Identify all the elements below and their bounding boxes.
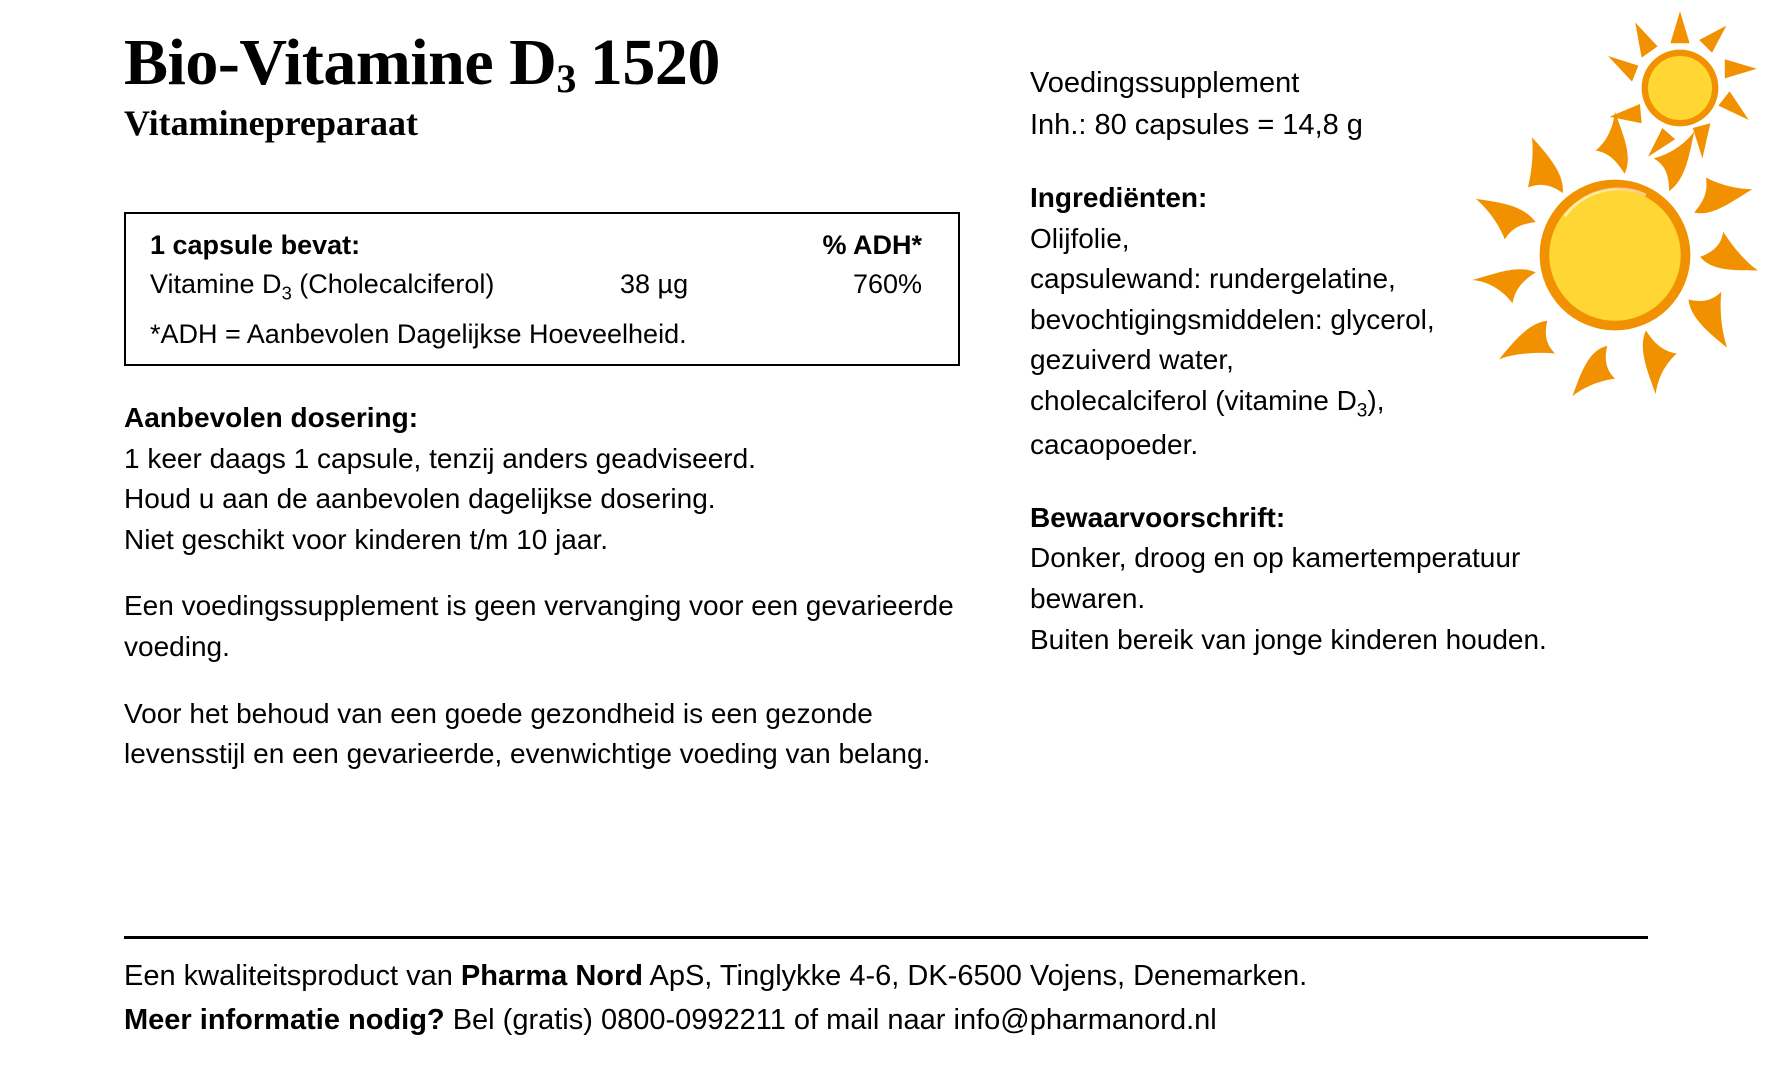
nutrition-table (124, 212, 960, 366)
dosage-line-2: Houd u aan de aanbevolen dagelijkse dosering. (124, 483, 716, 515)
nutrient-name-after: (Cholecalciferol) (291, 269, 495, 300)
footer-prefix: Een kwaliteitsproduct van (124, 960, 461, 992)
nutrient-name-before: Vitamine D (150, 269, 282, 300)
footer-contact-details: Bel (gratis) 0800-0992211 of mail naar info@pharmanord.nl (444, 1003, 1217, 1036)
nutrient-name-subscript: 3 (281, 282, 292, 304)
nutrient-amount: 38 µg (620, 269, 689, 300)
nutrient-adh: 760% (852, 269, 922, 300)
storage-line-1: Donker, droog en op kamertemperatuur (1030, 542, 1521, 574)
nutrition-header-label: 1 capsule bevat: (150, 230, 361, 260)
product-subtitle: Vitaminepreparaat (124, 103, 418, 143)
table-header-row (150, 226, 938, 265)
nutrition-footnote: *ADH = Aanbevolen Dagelijkse Hoeveelheid. (150, 319, 687, 350)
footer-manufacturer-line (124, 955, 1684, 999)
dosage-block (124, 398, 964, 775)
footer-contact-line (124, 999, 1684, 1043)
ingredient-line-3: bevochtigingsmiddelen: glycerol, (1030, 303, 1435, 335)
storage-heading: Bewaarvoorschrift: (1030, 501, 1286, 533)
ingredient-line-4: gezuiverd water, (1030, 344, 1234, 376)
storage-block (1030, 498, 1670, 660)
sun-icon (1470, 110, 1760, 400)
healthy-lifestyle-note: Voor het behoud van een goede gezondheid is een gezonde levensstijl en een gevarieerde, evenwichtige voeding van belang. (124, 697, 931, 770)
dosage-line-3: Niet geschikt voor kinderen t/m 10 jaar. (124, 523, 609, 555)
ingredient-d3-subscript: 3 (1356, 400, 1368, 422)
storage-line-3: Buiten bereik van jonge kinderen houden. (1030, 623, 1547, 655)
table-row (150, 265, 938, 307)
contents-amount: Inh.: 80 capsules = 14,8 g (1030, 109, 1363, 142)
ingredients-heading: Ingrediënten: (1030, 182, 1208, 214)
nutrient-name (150, 265, 620, 307)
supplement-type: Voedingssupplement (1030, 67, 1300, 99)
ingredient-line-2: capsulewand: rundergelatine, (1030, 263, 1396, 295)
storage-line-2: bewaren. (1030, 583, 1146, 615)
product-name: Bio-Vitamine D (124, 26, 557, 99)
page-title (124, 26, 964, 101)
product-strength: 1520 (589, 26, 720, 99)
nutrition-header-adh: % ADH* (822, 230, 922, 260)
ingredient-line-6: cacaopoeder. (1030, 429, 1199, 461)
ingredient-d3-before: cholecalciferol (vitamine D (1030, 385, 1357, 417)
ingredient-d3-after: ), (1367, 385, 1385, 417)
brand-name: Pharma Nord (460, 960, 644, 992)
footer-divider (124, 936, 1648, 939)
dosage-line-1: 1 keer daags 1 capsule, tenzij anders geadviseerd. (124, 442, 756, 474)
supplement-disclaimer: Een voedingssupplement is geen vervanging voor een gevarieerde voeding. (124, 590, 954, 662)
product-name-subscript: 3 (556, 56, 576, 101)
footer (124, 955, 1684, 1042)
product-heading-block (124, 26, 964, 145)
footer-address: ApS, Tinglykke 4-6, DK-6500 Vojens, Denemarken. (643, 960, 1308, 992)
dosage-heading: Aanbevolen dosering: (124, 402, 419, 433)
footer-contact-heading: Meer informatie nodig? (124, 1003, 445, 1036)
ingredient-line-1: Olijfolie, (1030, 222, 1130, 254)
